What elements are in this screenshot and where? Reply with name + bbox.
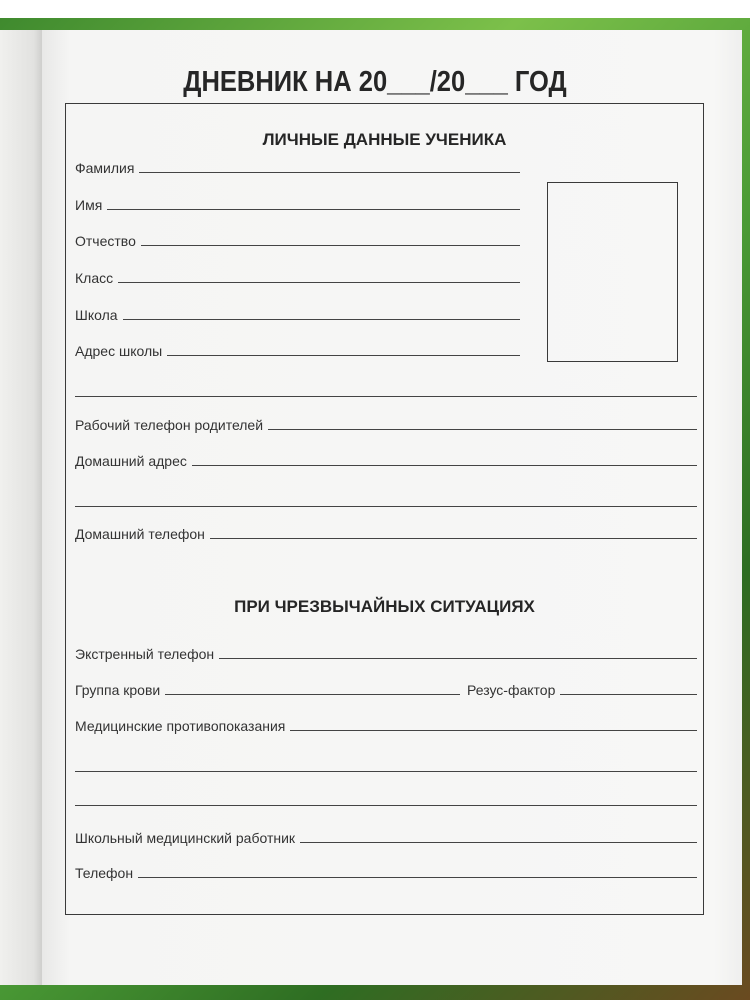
school-medic-field[interactable]: [75, 830, 697, 846]
input-line[interactable]: [210, 538, 697, 539]
field-label: Домашний адрес: [75, 453, 187, 469]
input-line[interactable]: [75, 396, 697, 397]
input-line[interactable]: [290, 730, 697, 731]
input-line[interactable]: [123, 319, 520, 320]
field-label: Имя: [75, 197, 103, 213]
input-line[interactable]: [118, 282, 520, 283]
input-line[interactable]: [138, 877, 697, 878]
field-label: Отчество: [75, 233, 136, 249]
input-line[interactable]: [75, 771, 697, 772]
field-label: Рабочий телефон родителей: [75, 417, 264, 433]
field-label: Школа: [75, 307, 118, 323]
emergency-heading: ПРИ ЧРЕЗВЫЧАЙНЫХ СИТУАЦИЯХ: [234, 597, 535, 616]
contraindications-field[interactable]: [75, 718, 697, 734]
page-title: ДНЕВНИК НА 20___/20___ ГОД: [183, 66, 567, 98]
photo-box: [547, 182, 678, 362]
input-line[interactable]: [300, 842, 697, 843]
rh-factor-field[interactable]: [467, 682, 697, 698]
input-line[interactable]: [560, 694, 697, 695]
surname-field[interactable]: [75, 160, 520, 176]
input-line[interactable]: [167, 355, 520, 356]
field-label: Резус-фактор: [467, 682, 556, 698]
input-line[interactable]: [75, 805, 697, 806]
input-line[interactable]: [141, 245, 520, 246]
field-label: Медицинские противопоказания: [75, 718, 286, 734]
field-label: Фамилия: [75, 160, 135, 176]
input-line[interactable]: [107, 209, 520, 210]
emergency-phone-field[interactable]: [75, 646, 697, 662]
field-label: Домашний телефон: [75, 526, 205, 542]
input-line[interactable]: [268, 429, 697, 430]
parent-phone-field[interactable]: [75, 417, 697, 433]
input-line[interactable]: [219, 658, 697, 659]
input-line[interactable]: [139, 172, 520, 173]
field-label: Адрес школы: [75, 343, 163, 359]
home-address-field[interactable]: [75, 453, 697, 469]
field-label: Группа крови: [75, 682, 161, 698]
field-label: Экстренный телефон: [75, 646, 215, 662]
personal-data-heading: ЛИЧНЫЕ ДАННЫЕ УЧЕНИКА: [262, 130, 507, 149]
blood-group-field[interactable]: [75, 682, 460, 698]
class-field[interactable]: [75, 270, 520, 286]
patronymic-field[interactable]: [75, 233, 520, 249]
name-field[interactable]: [75, 197, 520, 213]
field-label: Класс: [75, 270, 114, 286]
home-phone-field[interactable]: [75, 526, 697, 542]
school-address-field[interactable]: [75, 343, 520, 359]
field-label: Телефон: [75, 865, 134, 881]
input-line[interactable]: [192, 465, 697, 466]
phone-field[interactable]: [75, 865, 697, 881]
input-line[interactable]: [75, 506, 697, 507]
school-field[interactable]: [75, 307, 520, 323]
left-page-edge: [0, 30, 42, 985]
field-label: Школьный медицинский работник: [75, 830, 296, 846]
input-line[interactable]: [165, 694, 460, 695]
